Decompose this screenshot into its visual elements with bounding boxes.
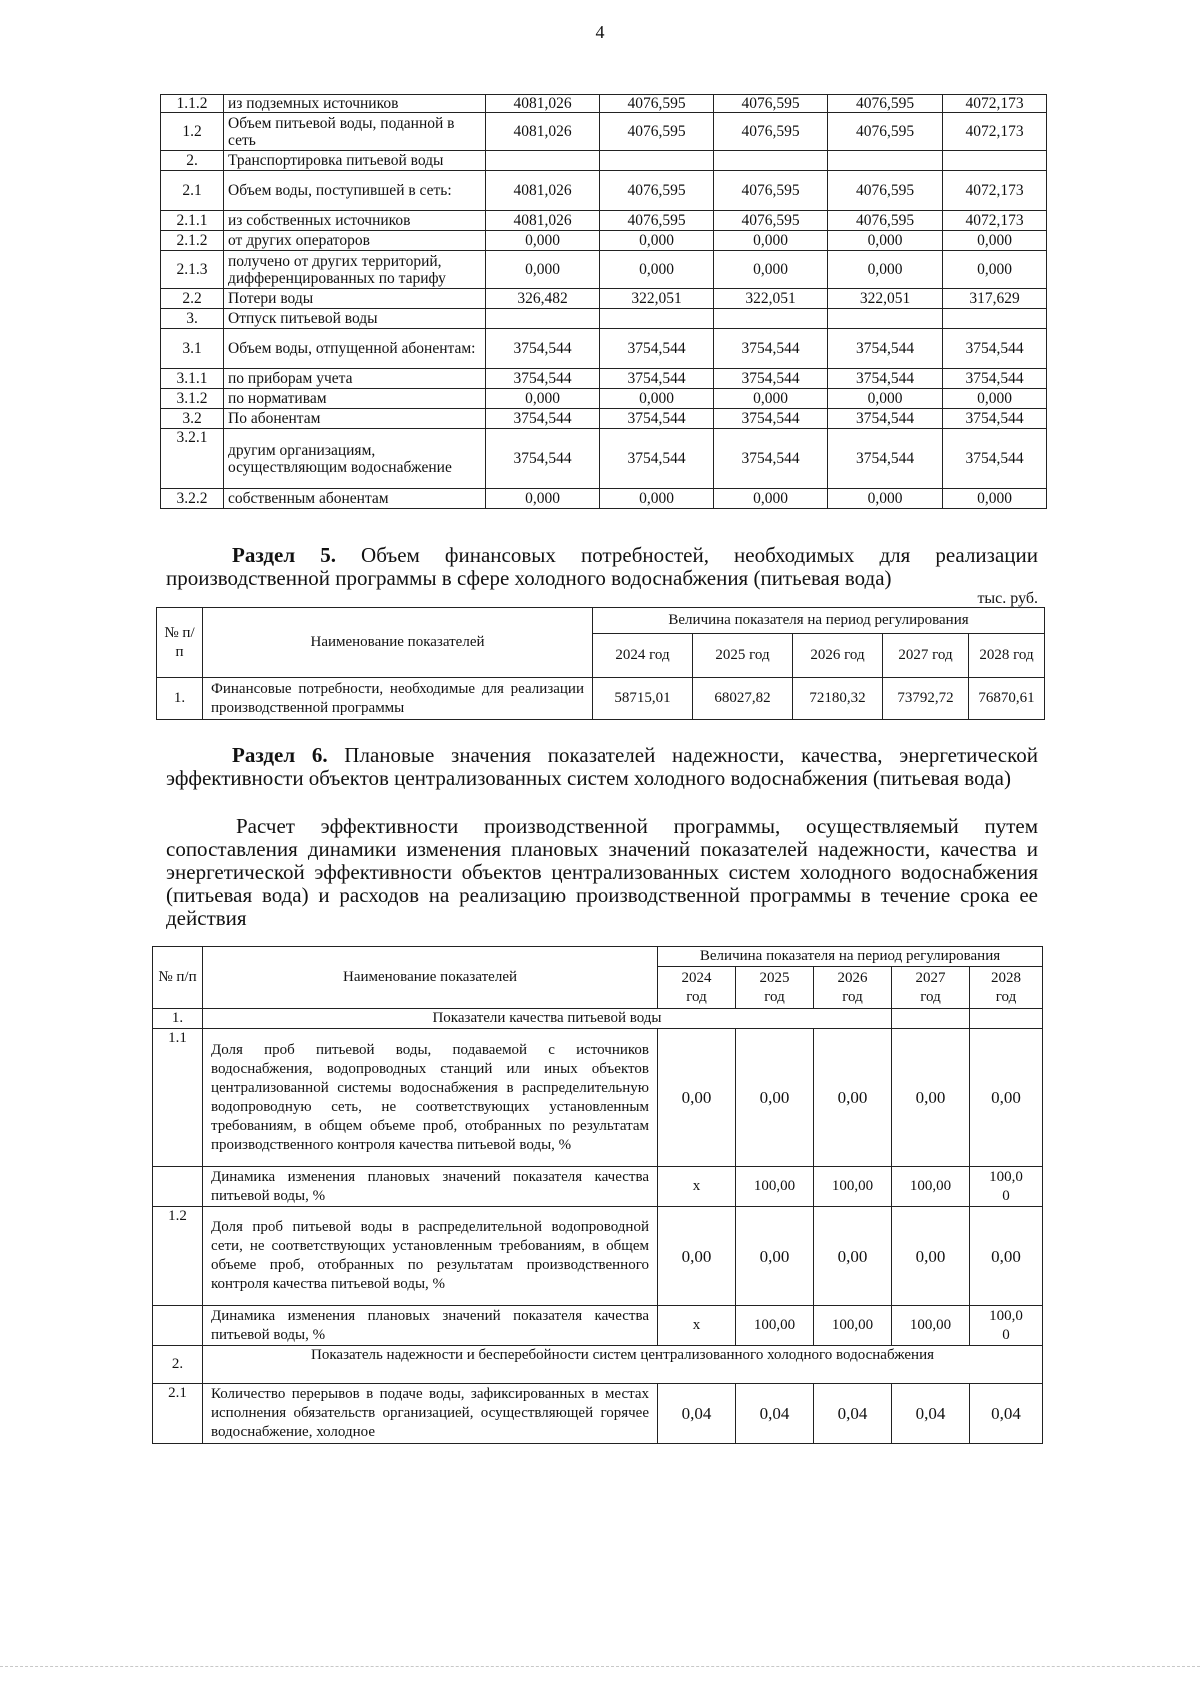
finance-year: 2024 год [593,634,693,678]
cell-value: 4076,595 [714,113,828,151]
cell-value [600,151,714,171]
cell-value: 0,04 [814,1384,892,1444]
cell-value: 3754,544 [714,429,828,489]
cell-value: 100,00 [892,1167,970,1207]
cell-value: 0,000 [828,251,943,289]
cell-value: 4076,595 [600,95,714,113]
cell-value: 100,00 [970,1167,1043,1207]
table-row [157,678,1045,720]
cell-value: 3754,544 [714,329,828,369]
table-row [161,95,1047,113]
table-row [153,1384,1043,1444]
cell-value: 4076,595 [600,113,714,151]
cell-value: 68027,82 [693,678,793,720]
cell-value: 3754,544 [486,329,600,369]
cell-name: Потери воды [224,289,486,309]
cell-name: по нормативам [224,389,486,409]
cell-value: 100,00 [970,1306,1043,1346]
cell-value: 58715,01 [593,678,693,720]
cell-value: 0,000 [714,251,828,289]
cell-value: 3754,544 [486,409,600,429]
cell-value: 73792,72 [883,678,969,720]
cell-name: Объем воды, отпущенной абонентам: [224,329,486,369]
cell-value: 3754,544 [600,329,714,369]
cell-num: 1.2 [161,113,224,151]
cell-value: 322,051 [600,289,714,309]
cell-value: 3754,544 [714,409,828,429]
cell-value: 4076,595 [600,171,714,211]
table-row [161,489,1047,509]
section6-paragraph: Расчет эффективности производственной программы, осуществляемый путем сопоставления динамики изменения плановых значений показателей надежности, качества и энергетической эффективности объектов централизованных систем холодного водоснабжения (питьевая вода) и расходов на реализацию производственной программы в течение срока ее действия [166,814,1038,930]
section5-heading [166,544,1038,590]
cell-value: 3754,544 [714,369,828,389]
cell-num: 1.1.2 [161,95,224,113]
cell-value: 100,00 [892,1306,970,1346]
cell-value: 100,00 [736,1167,814,1207]
table-row [153,1306,1043,1346]
cell-value: 4076,595 [600,211,714,231]
cell-num: 2. [153,1346,203,1384]
cell-num: 2.1 [153,1384,203,1444]
cell-name: из собственных источников [224,211,486,231]
cell-value: 0,000 [600,251,714,289]
cell-value: 0,00 [892,1029,970,1167]
page-number: 4 [595,22,605,42]
cell-value: 3754,544 [486,369,600,389]
cell-value: 3754,544 [828,429,943,489]
cell-value: 4076,595 [828,171,943,211]
cell-value: 3754,544 [600,429,714,489]
cell-num: 3.1 [161,329,224,369]
section5-units: тыс. руб. [977,590,1038,607]
cell-value: 0,04 [892,1384,970,1444]
cell-value: 0,000 [828,389,943,409]
finance-year: 2027 год [883,634,969,678]
cell-value: 3754,544 [943,329,1047,369]
cell-name: Динамика изменения плановых значений показателя качества питьевой воды, % [203,1167,658,1207]
cell-value [943,309,1047,329]
cell-num: 1.1 [153,1029,203,1167]
cell-value: 0,00 [970,1029,1043,1167]
cell-value: 0,000 [943,251,1047,289]
cell-value [714,309,828,329]
cell-num: 1.2 [153,1207,203,1306]
cell-value: 3754,544 [828,409,943,429]
cell-name: Отпуск питьевой воды [224,309,486,329]
cell-value: 4081,026 [486,211,600,231]
ind-year: 2024 год [658,967,736,1009]
cell-name: Динамика изменения плановых значений показателя качества питьевой воды, % [203,1306,658,1346]
table-row [153,1207,1043,1306]
section6-label: Раздел 6. [232,743,328,767]
cell-value: 4076,595 [714,211,828,231]
section5-title: Объем финансовых потребностей, необходимых для реализации производственной программы в сфере холодного водоснабжения (питьевая вода) [166,543,1038,590]
ind-year: 2025 год [736,967,814,1009]
finance-h-period: Величина показателя на период регулирования [593,608,1045,634]
cell-name: другим организациям, осуществляющим водоснабжение [224,429,486,489]
table-row [161,389,1047,409]
table-row [161,429,1047,489]
scan-edge-line [0,1666,1200,1667]
cell-value: 0,00 [658,1207,736,1306]
cell-value: 0,000 [600,231,714,251]
indicators-table [152,946,1043,1444]
cell-name: Доля проб питьевой воды в распределительной водопроводной сети, не соответствующих установленным требованиям, в общем объеме проб, отобранных по результатам производственного контроля качества питьевой воды, % [203,1207,658,1306]
cell-value: 4072,173 [943,113,1047,151]
cell-value: 0,000 [600,389,714,409]
table-row [153,1029,1043,1167]
cell-name: Количество перерывов в подаче воды, зафиксированных в местах исполнения обязательств организацией, осуществляющей горячее водоснабжение, холодное [203,1384,658,1444]
cell-value: 4076,595 [828,113,943,151]
cell-value [486,151,600,171]
cell-value: 4072,173 [943,95,1047,113]
cell-value: 0,000 [943,389,1047,409]
cell-num: 3. [161,309,224,329]
table-row [161,231,1047,251]
finance-year: 2025 год [693,634,793,678]
cell-name: из подземных источников [224,95,486,113]
cell-value: 4076,595 [828,95,943,113]
cell-value: 4081,026 [486,113,600,151]
cell-value: 0,000 [600,489,714,509]
cell-value: 0,000 [943,231,1047,251]
cell-value: 317,629 [943,289,1047,309]
cell-value: 4076,595 [714,95,828,113]
cell-name: По абонентам [224,409,486,429]
group-row [153,1346,1043,1384]
ind-year: 2028 год [970,967,1043,1009]
cell-value [828,151,943,171]
finance-year: 2026 год [793,634,883,678]
cell-num: 2. [161,151,224,171]
cell-name: Финансовые потребности, необходимые для реализации производственной программы [203,678,593,720]
table-row [161,409,1047,429]
cell-name: собственным абонентам [224,489,486,509]
finance-year: 2028 год [969,634,1045,678]
cell-name: от других операторов [224,231,486,251]
cell-value: 4076,595 [714,171,828,211]
cell-value: 76870,61 [969,678,1045,720]
cell-value: 0,00 [970,1207,1043,1306]
cell-value [486,309,600,329]
cell-num: 2.1 [161,171,224,211]
cell-value: 0,000 [714,231,828,251]
cell-value: 322,051 [828,289,943,309]
cell-value: 0,000 [486,231,600,251]
cell-value: 3754,544 [600,409,714,429]
group-row [153,1009,1043,1029]
cell-value: 3754,544 [600,369,714,389]
cell-num: 3.1.2 [161,389,224,409]
cell-value: 3754,544 [828,329,943,369]
cell-value: 3754,544 [943,429,1047,489]
cell-value: 0,000 [486,389,600,409]
ind-year: 2027 год [892,967,970,1009]
cell-num: 2.2 [161,289,224,309]
finance-h-num: № п/п [157,608,203,678]
finance-table [156,607,1045,720]
table-row [153,1167,1043,1207]
cell-value: 4072,173 [943,211,1047,231]
ind-h-num: № п/п [153,947,203,1009]
cell-value: х [658,1306,736,1346]
cell-value [943,151,1047,171]
ind-year: 2026 год [814,967,892,1009]
cell-num: 2.1.2 [161,231,224,251]
cell-value: 3754,544 [943,369,1047,389]
table-row [161,309,1047,329]
cell-value: 0,00 [814,1207,892,1306]
cell-name: Транспортировка питьевой воды [224,151,486,171]
cell-value [828,309,943,329]
cell-value: 4076,595 [828,211,943,231]
volume-table [160,94,1047,509]
table-row [161,113,1047,151]
cell-value: х [658,1167,736,1207]
cell-num: 3.2.2 [161,489,224,509]
cell-value: 4072,173 [943,171,1047,211]
cell-num: 2.1.1 [161,211,224,231]
section6-title: Плановые значения показателей надежности, качества, энергетической эффективности объектов централизованных систем холодного водоснабжения (питьевая вода) [166,743,1039,790]
cell-name: Объем питьевой воды, поданной в сеть [224,113,486,151]
cell-value: 322,051 [714,289,828,309]
cell-num: 1. [153,1009,203,1029]
cell-value: 0,000 [714,489,828,509]
table-row [161,211,1047,231]
group-title: Показатель надежности и бесперебойности систем централизованного холодного водоснабжения [203,1346,1043,1384]
finance-h-name: Наименование показателей [203,608,593,678]
cell-value: 0,000 [828,489,943,509]
cell-name: Объем воды, поступившей в сеть: [224,171,486,211]
table-row [161,151,1047,171]
cell-value [714,151,828,171]
cell-value: 4081,026 [486,171,600,211]
table-row [161,329,1047,369]
cell-value: 3754,544 [486,429,600,489]
cell-value: 4081,026 [486,95,600,113]
cell-value: 100,00 [814,1167,892,1207]
cell-name: Доля проб питьевой воды, подаваемой с источников водоснабжения, водопроводных станций или иных объектов централизованной системы водоснабжения в распределительную водопроводную сеть, не соответствующих установленным требованиям, в общем объеме проб, отобранных по результатам производственного контроля качества питьевой воды, % [203,1029,658,1167]
table-row [161,369,1047,389]
cell-value: 3754,544 [943,409,1047,429]
cell-value: 0,000 [486,251,600,289]
cell-value: 0,04 [736,1384,814,1444]
cell-name: получено от других территорий, дифференцированных по тарифу [224,251,486,289]
cell-value: 0,000 [714,389,828,409]
cell-value: 0,000 [828,231,943,251]
cell-value: 0,000 [943,489,1047,509]
cell-value [600,309,714,329]
cell-value: 0,04 [970,1384,1043,1444]
cell-value: 0,04 [658,1384,736,1444]
cell-value: 0,00 [892,1207,970,1306]
cell-num: 3.2 [161,409,224,429]
table-row [161,171,1047,211]
cell-num: 1. [157,678,203,720]
cell-num: 2.1.3 [161,251,224,289]
cell-num: 3.1.1 [161,369,224,389]
cell-value: 3754,544 [828,369,943,389]
cell-value: 0,000 [486,489,600,509]
cell-value: 100,00 [736,1306,814,1346]
section5-label: Раздел 5. [232,543,336,567]
cell-value: 0,00 [814,1029,892,1167]
ind-h-name: Наименование показателей [203,947,658,1009]
cell-value: 0,00 [736,1029,814,1167]
cell-value: 326,482 [486,289,600,309]
table-row [161,289,1047,309]
cell-name: по приборам учета [224,369,486,389]
section6-heading [166,744,1038,790]
ind-h-period: Величина показателя на период регулирования [658,947,1043,967]
group-title: Показатели качества питьевой воды [203,1009,892,1029]
cell-num: 3.2.1 [161,429,224,489]
cell-value: 72180,32 [793,678,883,720]
cell-value: 0,00 [658,1029,736,1167]
table-row [161,251,1047,289]
cell-value: 100,00 [814,1306,892,1346]
cell-value: 0,00 [736,1207,814,1306]
